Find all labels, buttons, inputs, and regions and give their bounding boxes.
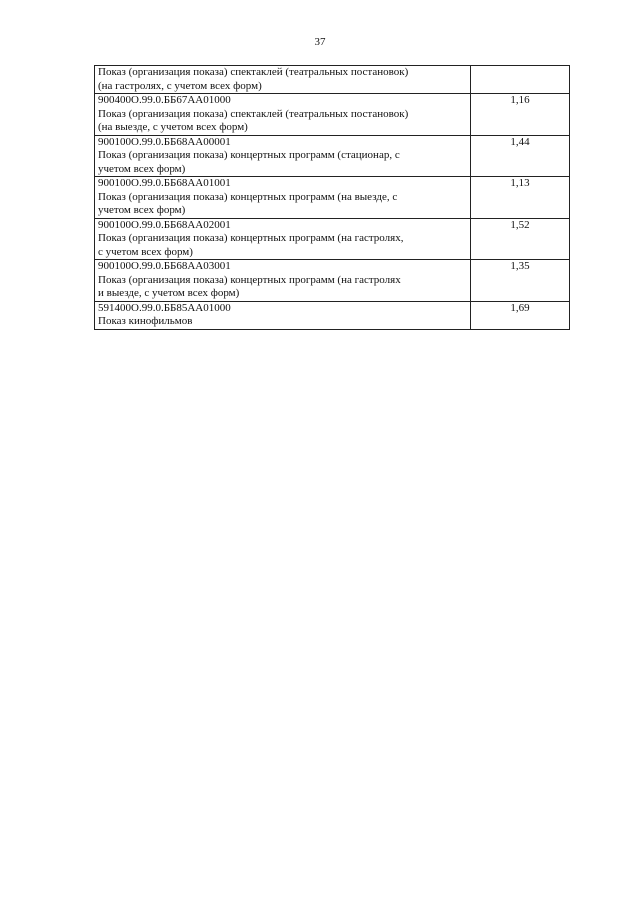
service-description-cell bbox=[95, 301, 471, 329]
coefficient-cell: 1,16 bbox=[471, 94, 570, 136]
coefficient-cell bbox=[471, 66, 570, 94]
description-line: (на гастролях, с учетом всех форм) bbox=[98, 79, 262, 92]
coefficient-cell: 1,44 bbox=[471, 135, 570, 177]
description-line: Показ (организация показа) концертных программ (на гастролях, bbox=[98, 232, 404, 244]
service-description-cell bbox=[95, 260, 471, 302]
table-row bbox=[95, 260, 570, 302]
service-description-cell bbox=[95, 177, 471, 219]
service-description-cell bbox=[95, 218, 471, 260]
service-code: 900100О.99.0.ББ68АА00001 bbox=[98, 135, 231, 148]
description-line: Показ кинофильмов bbox=[98, 315, 193, 327]
description-line: Показ (организация показа) концертных программ (на гастролях bbox=[98, 273, 401, 286]
description-line: Показ (организация показа) концертных программ (стационар, с bbox=[98, 149, 400, 161]
coefficient-cell: 1,52 bbox=[471, 218, 570, 260]
table-row bbox=[95, 135, 570, 177]
service-description-cell bbox=[95, 94, 471, 136]
description-line: и выезде, с учетом всех форм) bbox=[98, 287, 240, 299]
description-line: с учетом всех форм) bbox=[98, 245, 193, 258]
description-line: Показ (организация показа) концертных программ (на выезде, с bbox=[98, 190, 398, 203]
coefficient-cell: 1,69 bbox=[471, 301, 570, 329]
description-line: учетом всех форм) bbox=[98, 204, 186, 216]
service-code: 900100О.99.0.ББ68АА02001 bbox=[98, 218, 231, 231]
description-line: (на выезде, с учетом всех форм) bbox=[98, 121, 248, 133]
service-description-cell bbox=[95, 66, 471, 94]
service-description-cell bbox=[95, 135, 471, 177]
description-line: Показ (организация показа) спектаклей (театральных постановок) bbox=[98, 66, 409, 78]
service-code: 900100О.99.0.ББ68АА03001 bbox=[98, 260, 231, 272]
description-line: Показ (организация показа) спектаклей (театральных постановок) bbox=[98, 107, 409, 120]
coefficient-cell: 1,35 bbox=[471, 260, 570, 302]
table-row bbox=[95, 218, 570, 260]
table-row bbox=[95, 66, 570, 94]
service-coefficient-table bbox=[94, 65, 570, 330]
table-row bbox=[95, 94, 570, 136]
service-code: 900100О.99.0.ББ68АА01001 bbox=[98, 177, 231, 189]
description-line: учетом всех форм) bbox=[98, 162, 186, 175]
page-number: 37 bbox=[314, 36, 326, 48]
coefficient-cell: 1,13 bbox=[471, 177, 570, 219]
table-row bbox=[95, 301, 570, 329]
service-code: 900400О.99.0.ББ67АА01000 bbox=[98, 94, 231, 106]
service-code: 591400О.99.0.ББ85АА01000 bbox=[98, 301, 231, 314]
table-row bbox=[95, 177, 570, 219]
